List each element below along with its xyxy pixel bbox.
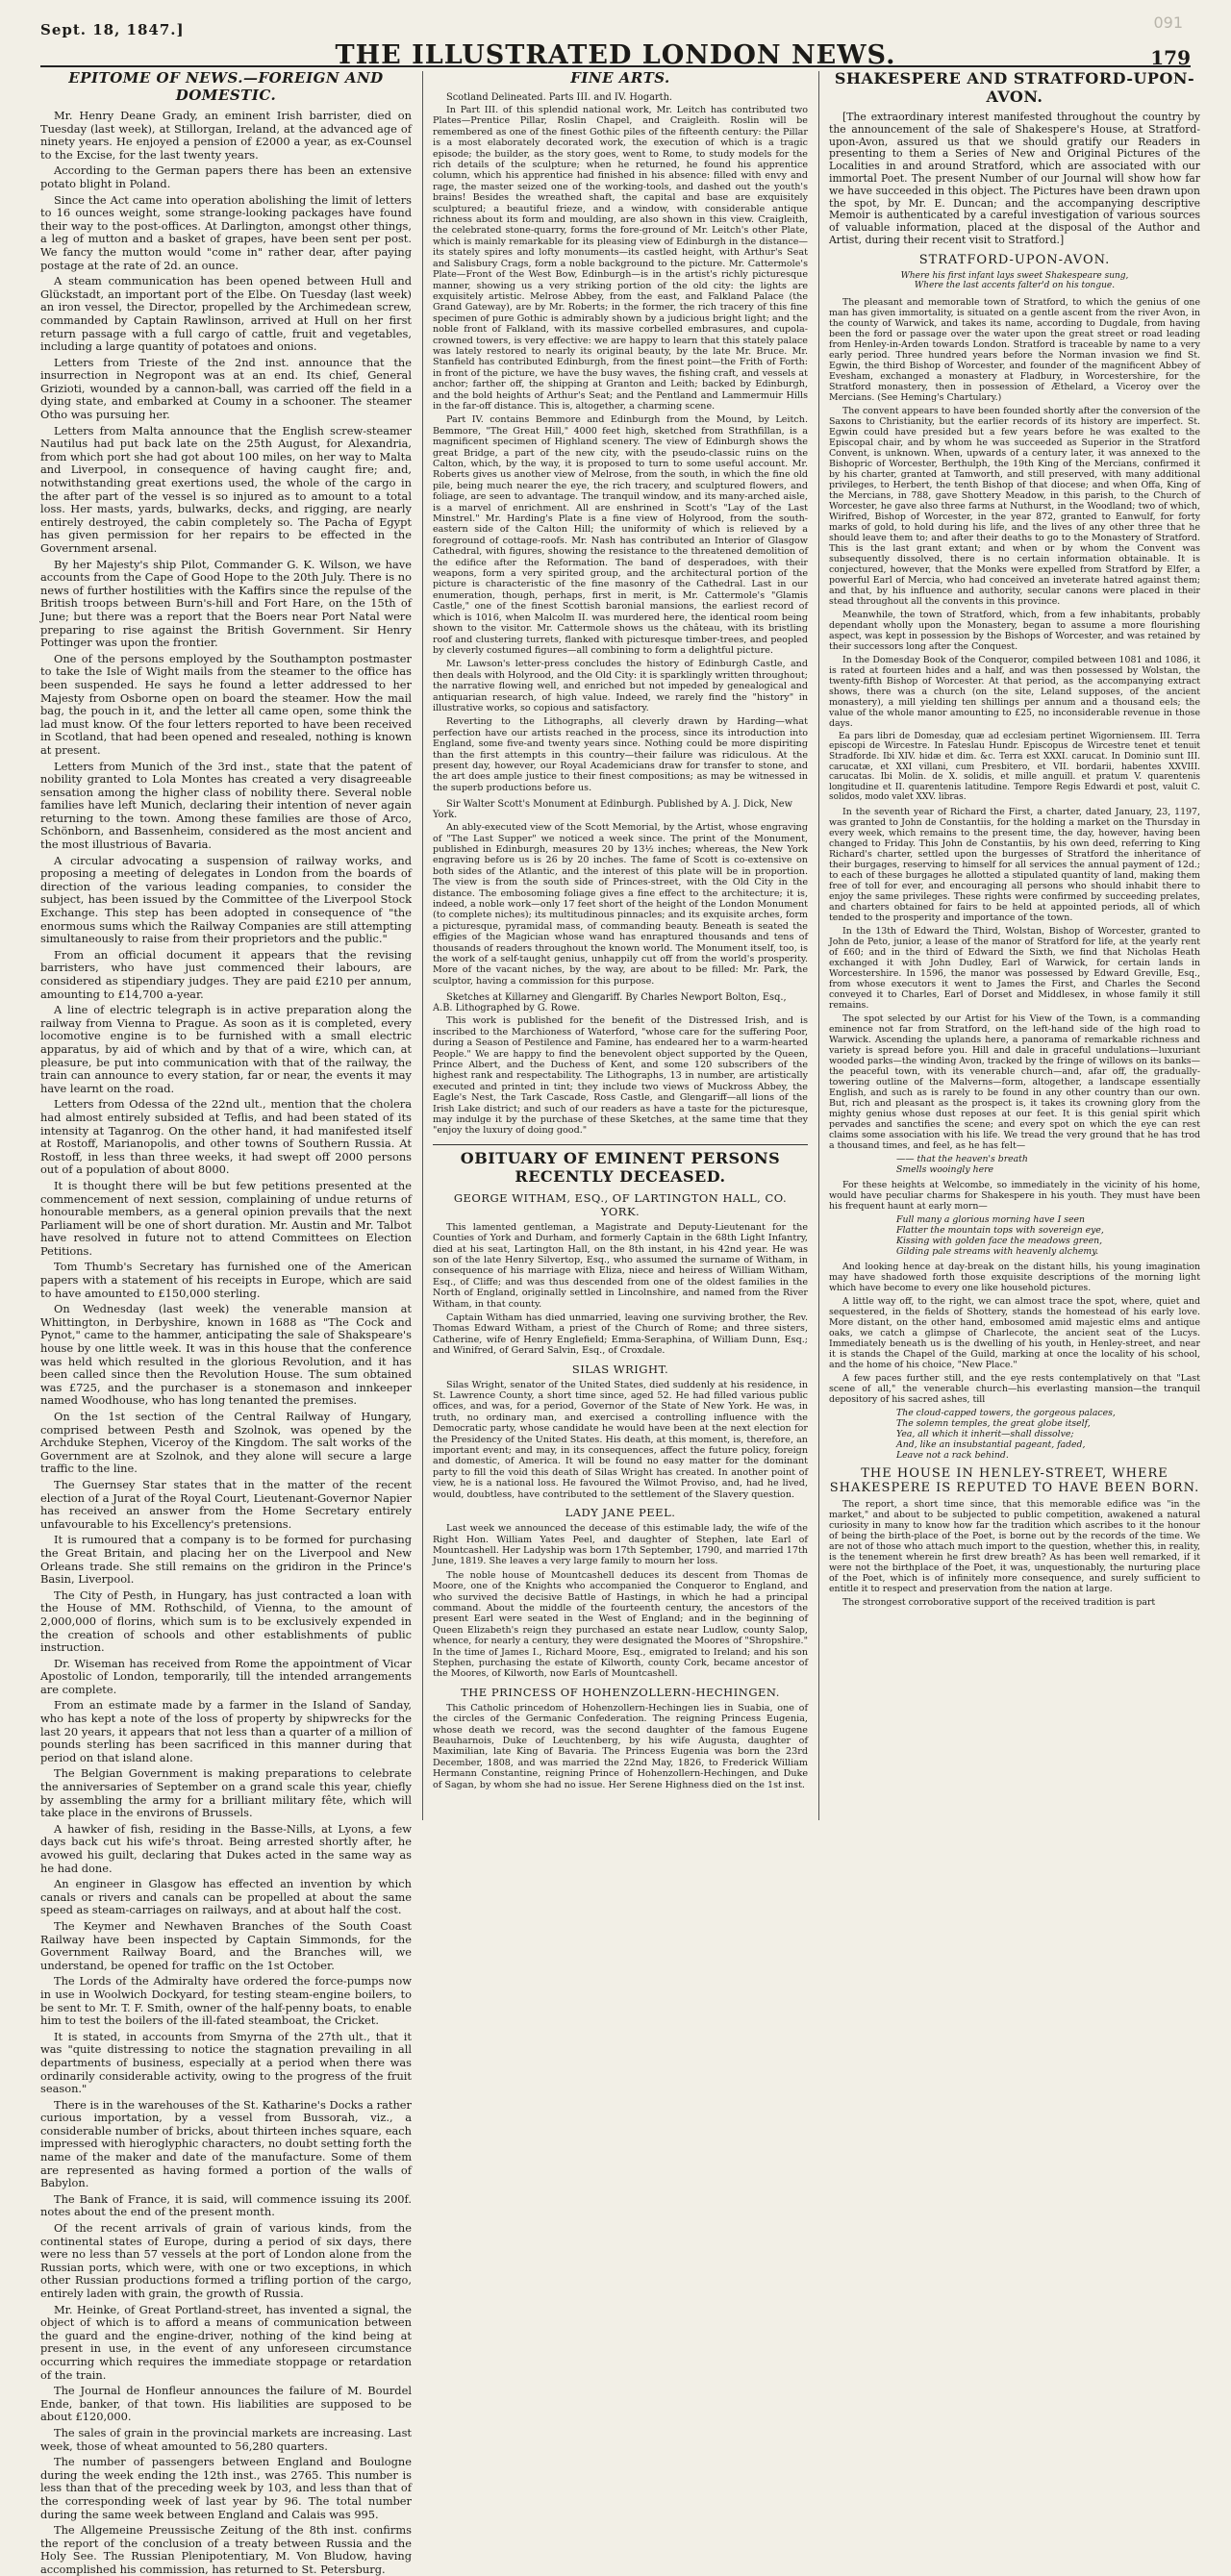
news-item: Since the Act came into operation abolishing the limit of letters to 16 ounces weight, some strange-looking packages have found their way to the post-offices. At Darlington, amongst other things, a leg of mutton and a basket of grapes, have been sent per post. We fancy the mutton would "come in" rather dear, after paying postage at the rate of 2d. an ounce. <box>40 192 412 272</box>
column-shakespere <box>829 69 1200 1822</box>
news-item: Of the recent arrivals of grain of various kinds, from the continental states of Europe, during a period of six days, there were no less than 57 vessels at the port of London alone from the Russian ports, which were, with one or two exceptions, in which other Russian productions formed a trifling portion of the cargo, entirely laden with grain, the growth of Russia. <box>40 2221 412 2300</box>
obituary-name: LADY JANE PEEL. <box>565 1506 676 1520</box>
news-item: The Belgian Government is making preparations to celebrate the anniversaries of September on a grand scale this year, chiefly by assembling the army for a brilliant military fête, which will take place in the environs of Brussels. <box>40 1766 412 1820</box>
henley-street-body <box>829 1499 1200 1608</box>
news-item: Mr. Heinke, of Great Portland-street, has invented a signal, the object of which is to afford a means of communication between the guard and the engine-driver, nothing of the kind being at present in use, in the event of any unforeseen circumstance occurring which requires the immediate stoppage or retardation of the train. <box>40 2302 412 2382</box>
news-item: There is in the warehouses of the St. Katharine's Docks a rather curious importation, by a vessel from Bussorah, viz., a considerable number of bricks, about thirteen inches square, each impressed with hieroglyphic characters, no doubt setting forth the name of the maker and date of the manufacture. Some of them are represented as having formed a portion of the walls of Babylon. <box>40 2097 412 2190</box>
news-item: Dr. Wiseman has received from Rome the appointment of Vicar Apostolic of London, temporarily, till the intended arrangements are complete. <box>40 1656 412 1696</box>
article-paragraph: Meanwhile, the town of Stratford, which, from a few inhabitants, probably dependant wholly upon the Monastery, began to assume a more flourishing aspect, was kept in possession by the Bishops of Worcester, and was retained by their successors long after the Conquest. <box>829 609 1200 652</box>
obituary-name: SILAS WRIGHT. <box>571 1362 669 1376</box>
article-paragraph: In the seventh year of Richard the First, a charter, dated January, 23, 1197, was granted to John de Constantiis, for the holding a market on the Thursday in every week, which remains to the present time, the day, however, having been changed to Friday. This John de Constantiis, by his own deed, referring to King Richard's charter, settled upon the burgesses of Stratford the inheritance of their burgages, reserving to himself for all services the annual payment of 12d.; to each of these burgages he allotted a stipulated quantity of land, making them free of toll for ever, and encouraging all persons who should inhabit there to enjoy the same privileges. These rights were confirmed by succeeding prelates, and charters obtained for fairs to be held at appointed periods, all of which tended to the prosperity and importance of the town. <box>829 806 1200 923</box>
news-item: The Guernsey Star states that in the matter of the recent election of a Jurat of the Royal Court, Lieutenant-Governor Napier has received an answer from the Home Secretary entirely unfavourable to his Excellency's pretensions. <box>40 1477 412 1531</box>
column-divider <box>818 71 819 1820</box>
obituary-name: THE PRINCESS OF HOHENZOLLERN-HECHINGEN. <box>461 1685 780 1699</box>
news-item: It is stated, in accounts from Smyrna of the 27th ult., that it was "quite distressing to notice the stagnation prevailing in all departments of business, especially at a period when there was ordinarily considerable activity, owing to the progress of the fruit season." <box>40 2029 412 2096</box>
masthead <box>40 8 1191 70</box>
article-paragraph: For these heights at Welcombe, so immediately in the vicinity of his home, would have peculiar charms for Shakespere in his youth. They must have been his frequent haunt at early morn— <box>829 1179 1200 1212</box>
section-heading-fine-arts: FINE ARTS. <box>570 69 670 87</box>
article-paragraph: A few paces further still, and the eye rests contemplatively on that "Last scene of all," the venerable church—his everlasting mansion—the tranquil depository of his sacred ashes, till <box>829 1372 1200 1405</box>
obituary-paragraph: Silas Wright, senator of the United States, died suddenly at his residence, in St. Lawrence County, a short time since, aged 52. He had filled various public offices, and was, for a period, Governor of the State of New York. He was, in truth, no ordinary man, and exercised a controlling influence with the Democratic party, whose candidate he would have been at the next election for the Presidency of the United States. His death, at this moment, is, therefore, an important event; and may, in its consequences, affect the future policy, foreign and domestic, of America. It will be found no easy matter for the dominant party to fill the void this death of Silas Wright has created. In another point of view, he is a national loss. He favoured the Wilmot Proviso, and, had he lived, would, doubtless, have contributed to the settlement of the Slavery question. <box>433 1379 808 1500</box>
news-item: One of the persons employed by the Southampton postmaster to take the Isle of Wight mails from the steamer to the office has been suspended. He says he found a letter addressed to her Majesty from Osborne open on board the steamer. How the mail bag, the pouch in it, and the letter all came open, some think the lad must know. Of the four letters reported to have been received in Scotland, that had been opened and resealed, nothing is known at present. <box>40 651 412 757</box>
obituary-paragraph: Captain Witham has died unmarried, leaving one surviving brother, the Rev. Thomas Edward Witham, a priest of the Church of Rome; and three sisters, Catherine, wife of Henry Englefield; Emma-Seraphina, of William Dunn, Esq.; and Winifred, of Gerard Salvin, Esq., of Croxdale. <box>433 1313 808 1357</box>
obituary-paragraph: Last week we announced the decease of this estimable lady, the wife of the Right Hon. William Yates Peel, and daughter of Stephen, late Earl of Mountcashell. Her Ladyship was born 17th September, 1790, and married 17th June, 1819. She leaves a very large family to mourn her loss. <box>433 1523 808 1567</box>
news-item: A circular advocating a suspension of railway works, and proposing a meeting of delegates in London from the boards of direction of the various leading companies, to consider the subject, has been issued by the Committee of the Liverpool Stock Exchange. This step has been adopted in consequence of "the enormous sums which the Railway Companies are still attempting simultaneously to raise from their proprietors and the public." <box>40 853 412 946</box>
column-fine-arts <box>433 69 808 1822</box>
news-item: The Journal de Honfleur announces the failure of M. Bourdel Ende, banker, of that town. His liabilities are supposed to be about £120,000. <box>40 2384 412 2424</box>
news-item: By her Majesty's ship Pilot, Commander G. K. Wilson, we have accounts from the Cape of Good Hope to the 20th July. There is no news of further hostilities with the Kaffirs since the repulse of the British troops between Burn's-hill and Fort Hare, on the 15th of June; but there was a report that the Boers near Port Natal were preparing to rise against the British Government. Sir Henry Pottinger was upon the frontier. <box>40 557 412 650</box>
stratford-body-continued <box>829 1262 1200 1405</box>
review-title: Scotland Delineated. Parts III. and IV. Hogarth. <box>446 92 672 103</box>
news-item: The City of Pesth, in Hungary, has just contracted a loan with the House of MM. Rothschild, of Vienna, to the amount of 2,000,000 of florins, which sum is to be exclusively expended in the creation of schools and other establishments of public instruction. <box>40 1588 412 1655</box>
verse-line: —— that the heaven's breath <box>896 1153 1028 1164</box>
news-item: The Lords of the Admiralty have ordered the force-pumps now in use in Woolwich Dockyard, for testing steam-engine boilers, to be sent to Mr. T. F. Smith, owner of the half-penny boats, to enable him to test the boilers of the ill-fated steamboat, the Cricket. <box>40 1974 412 2028</box>
stratford-body <box>829 297 1200 729</box>
review-title: Sir Walter Scott's Monument at Edinburgh. Published by A. J. Dick, New York. <box>433 799 792 821</box>
stratford-body-continued <box>829 1180 1200 1212</box>
article-paragraph: A little way off, to the right, we can almost trace the spot, where, quiet and sequestered, in the fields of Shottery, stands the homestead of his early love. More distant, on the other hand, embosomed amid majestic elms and antique oaks, we catch a glimpse of Charlecote, the ancient seat of the Lucys. Immediately beneath us is the dwelling of his youth, in Henley-street, and near it is stands the Chapel of the Guild, marking at once the locality of his school, and the home of his choice, "New Place." <box>829 1295 1200 1370</box>
verse-quote <box>896 1408 1200 1461</box>
verse-line: Smells wooingly here <box>896 1163 994 1175</box>
newspaper-title: THE ILLUSTRATED LONDON NEWS. <box>335 40 896 70</box>
article-paragraph: The strongest corroborative support of the received tradition is part <box>842 1596 1156 1608</box>
verse-quote <box>896 1154 1200 1175</box>
epigraph-line: Where his first infant lays sweet Shakespeare sung, <box>900 270 1129 281</box>
fine-arts-body <box>433 92 808 1137</box>
news-item: Mr. Henry Deane Grady, an eminent Irish barrister, died on Tuesday (last week), at Stillorgan, Ireland, at the advanced age of ninety years. He enjoyed a pension of £2000 a year, as ex-Counsel to the Excise, for the last twenty years. <box>40 109 412 162</box>
archive-stamp: 091 <box>1153 13 1183 32</box>
epitome-body <box>40 110 412 2576</box>
news-item: The number of passengers between England and Boulogne during the week ending the 12th inst., was 2765. This number is less than that of the preceding week by 103, and less than that of the corresponding week of last year by 96. The total number during the same week between England and Calais was 995. <box>40 2455 412 2521</box>
epigraph <box>829 271 1200 291</box>
verse-line: The solemn temples, the great globe itself, <box>896 1417 1091 1429</box>
column-divider <box>422 71 423 1820</box>
section-heading-obituary: OBITUARY OF EMINENT PERSONS RECENTLY DECEASED. <box>460 1148 781 1186</box>
news-item: It is rumoured that a company is to be formed for purchasing the Great Britain, and placing her on the Liverpool and New Orleans trade. She still remains on the gridiron in the Prince's Basin, Liverpool. <box>40 1533 412 1587</box>
review-paragraph: An ably-executed view of the Scott Memorial, by the Artist, whose engraving of "The Last Supper" we noticed a week since. The print of the Monument, published in Edinburgh, measures 20 by 13½ inches; whereas, the New York engraving before us is 26 by 20 inches. The fame of Scott is co-extensive on both sides of the Atlantic, and the interest of this plate will be in proportion. The view is from the south side of Princes-street, with the Old City in the distance. The embosoming foliage gives a fine effect to the architecture; it is, indeed, a noble work—only 17 feet short of the height of the London Monument (to complete niches); its multitudinous pinnacles; and its exquisite arches, form a picturesque, pyramidal mass, of commanding beauty. Beneath is seated the effigies of the Magician whose wand has enraptured thousands and tens of thousands of readers throughout the known world. The Monument itself, too, is the work of a self-taught genius, unhappily cut off from the world's prosperity. More of the vacant niches, by the way, are about to be filled: Mr. Park, the sculptor, having a commission for this purpose. <box>433 822 808 987</box>
section-heading-shakespere: SHAKESPERE AND STRATFORD-UPON-AVON. <box>834 69 1195 106</box>
news-item: Letters from Munich of the 3rd inst., state that the patent of nobility granted to Lola Montes has created a very disagreeable sensation among the higher class of nobility there. Several noble families have left Munich, declaring their intention of never again returning to the town. Among these families are those of Arco, Schönborn, and Bassenheim, considered as the most ancient and the most illustrious of Bavaria. <box>40 759 412 852</box>
article-paragraph: The spot selected by our Artist for his View of the Town, is a commanding eminence not far from Stratford, on the left-hand side of the high road to Warwick. Ascending the uplands here, a panorama of remarkable richness and variety is spread before you. Hill and dale in graceful undulations—luxuriant wooded parks—the winding Avon, tracked by the fringe of willows on its banks—the peaceful town, with its venerable church—and, afar off, the gradually-towering outline of the Malverns—form, altogether, a landscape essentially English, and such as is rarely to be found in any other country than our own. But, rich and pleasant as the prospect is, it takes its crowning glory from the mighty genius whose dust reposes at our feet. It is this genial spirit which pervades and sanctifies the scene; and every spot on which the eye can rest claims some association with his life. We tread the very ground that he has trod a thousand times, and feel, as he has felt— <box>829 1013 1200 1151</box>
article-paragraph: The convent appears to have been founded shortly after the conversion of the Saxons to Christianity, but the earlier records of its history are imperfect. St. Egwin could have presided but a few years before he was exalted to the Episcopal chair, and by whom he was succeeded as Superior in the Stratford Convent, is unknown. When, upwards of a century later, it was annexed to the Bishopric of Worcester, Berthulph, the 19th King of the Mercians, confirmed it by his charter, granted at Tamworth, and still preserved, with many additional privileges, to Herbert, the tenth Bishop of that diocese; and when Offa, King of the Mercians, in 788, gave Shottery Meadow, in this parish, to the Church of Worcester, he gave also three farms at Nuthurst, in the Woodland; two of which, Wirifred, Bishop of Worcester, in the year 872, granted to Eanwulf, for forty marks of gold, to hold during his life, and the lives of any other three that he should leave them to; and after their deaths to go to the Monastery of Stratford. This is the last grant extant; and when or by whom the Convent was subsequently dissolved, there is no certain information obtainable. It is conjectured, however, that the Monks were expelled from Stratford by Elfer, a powerful Earl of Mercia, who had conceived an inveterate hatred against them; and that, by his influence and authority, secular canons were placed in their stead throughout all the convents in this province. <box>829 405 1200 607</box>
review-paragraph: This work is published for the benefit of the Distressed Irish, and is inscribed to the Marchioness of Waterford, "whose care for the suffering Poor, during a Season of Pestilence and Famine, has endeared her to a warm-hearted People." We are happy to find the benevolent object supported by the Queen, Prince Albert, and the Duchess of Kent, and some 120 subscribers of the highest rank and respectability. The Lithographs, 13 in number, are artistically executed and printed in tint; they include two views of Muckross Abbey, the Eagle's Nest, the Tark Cascade, Ross Castle, and Glengariff—all lions of the Irish Lake district; and such of our readers as have a taste for the picturesque, may indulge it by the purchase of these Sketches, at the same time that they "enjoy the luxury of doing good." <box>433 1015 808 1137</box>
news-item: According to the German papers there has been an extensive potato blight in Poland. <box>40 163 412 190</box>
news-item: Letters from Odessa of the 22nd ult., mention that the cholera had almost entirely subsided at Teflis, and had been stated of its intensity at Taganrog. On the other hand, it had manifested itself at Rostoff, Marianopolis, and other towns of Southern Russia. At Rostoff, in less than three weeks, it had swept off 2000 persons out of a population of about 8000. <box>40 1097 412 1177</box>
news-item: The Allgemeine Preussische Zeitung of the 8th inst. confirms the report of the conclusion of a treaty between Russia and the Holy See. The Russian Plenipotentiary, M. Von Bludow, having accomplished his commission, has returned to St. Petersburg. <box>40 2523 412 2576</box>
obituary-body <box>433 1191 808 1790</box>
news-item: The sales of grain in the provincial markets are increasing. Last week, those of wheat amounted to 56,280 quarters. <box>40 2425 412 2453</box>
news-item: From an official document it appears that the revising barristers, who have just commenced their labours, are considered as stipendiary judges. They are paid £210 per annum, amounting to £14,700 a-year. <box>40 947 412 1001</box>
subheading-henley-street: THE HOUSE IN HENLEY-STREET, WHERE SHAKESPERE IS REPUTED TO HAVE BEEN BORN. <box>829 1465 1200 1495</box>
article-paragraph: The pleasant and memorable town of Stratford, to which the genius of one man has given immortality, is situated on a gentle ascent from the river Avon, in the county of Warwick, and takes its name, according to Dugdale, from having been the ford or passage over the water upon the great street or road leading from Henley-in-Arden towards London. Stratford is traceable by name to a very early period. Three hundred years before the Norman invasion we find St. Egwin, the third Bishop of Worcester, and founder of the magnificent Abbey of Evesham, exchanged a monastery at Fladbury, in Worcestershire, for the Stratford monastery, then in possession of Æthelard, a Viceroy over the Mercians. (See Heming's Chartulary.) <box>829 296 1200 403</box>
article-paragraph: In the Domesday Book of the Conqueror, compiled between 1081 and 1086, it is rated at fourteen hides and a half, and was then possessed by Wolstan, the twenty-fifth Bishop of Worcester. At that period, as the accompanying extract shows, there was a church (on the site, Leland supposes, of the ancient monastery), a mill yielding ten shillings per annum and a thousand eels; the value of the whole manor amounting to £25, no inconsiderable revenue in those days. <box>829 654 1200 729</box>
verse-line: Leave not a rack behind. <box>896 1449 1009 1461</box>
article-paragraph: And looking hence at day-break on the distant hills, his young imagination may have shadowed forth those exquisite descriptions of the morning light which have become to every one like household pictures. <box>829 1261 1200 1293</box>
verse-line: Flatter the mountain tops with sovereign eye, <box>896 1224 1104 1236</box>
news-item: Tom Thumb's Secretary has furnished one of the American papers with a statement of his receipts in Europe, which are said to have amounted to £150,000 sterling. <box>40 1260 412 1300</box>
verse-line: The cloud-capped towers, the gorgeous palaces, <box>896 1407 1116 1418</box>
review-paragraph: Mr. Lawson's letter-press concludes the history of Edinburgh Castle, and then deals with Holyrood, and the Old City: it is sparklingly written throughout; the narrative flowing well, and enriched but not impeded by genealogical and antiquarian research, of high value. Indeed, we rarely find the "history" in illustrative works, so copious and satisfactory. <box>433 659 808 713</box>
page-number: 179 <box>1150 46 1191 69</box>
news-item: Letters from Trieste of the 2nd inst. announce that the insurrection in Negropont was at an end. Its chief, General Grizioti, wounded by a cannon-ball, was carried off the field in a dying state, and embarked at Coumy in a schooner. The steamer Otho was pursuing her. <box>40 355 412 422</box>
news-item: From an estimate made by a farmer in the Island of Sanday, who has kept a note of the loss of property by shipwrecks for the last 20 years, it appears that not less than a quarter of a million of pounds sterling has been sacrificed in this manner during that period on that island alone. <box>40 1698 412 1764</box>
news-item: A hawker of fish, residing in the Basse-Nills, at Lyons, a few days back cut his wife's throat. Being arrested shortly after, he avowed his guilt, declaring that Dukes acted in the same way as he had done. <box>40 1821 412 1875</box>
review-title: Sketches at Killarney and Glengariff. By Charles Newport Bolton, Esq., A.B. Lithographed by G. Rowe. <box>433 992 787 1014</box>
editorial-intro: [The extraordinary interest manifested throughout the country by the announcement of the sale of Shakespere's House, at Stratford-upon-Avon, assured us that we should gratify our Readers in presenting to them a Series of New and Original Pictures of the Localities in and around Stratford, which are associated with our immortal Poet. The present Number of our Journal will show how far we have succeeded in this object. The Pictures have been drawn upon the spot, by Mr. E. Duncan; and the accompanying descriptive Memoir is authenticated by a careful investigation of various sources of valuable information, placed at the disposal of the Author and Artist, during their recent visit to Stratford.] <box>829 111 1200 246</box>
verse-line: Full many a glorious morning have I seen <box>896 1213 1085 1225</box>
verse-quote <box>896 1214 1200 1257</box>
stratford-body-continued <box>829 807 1200 1151</box>
news-item: An engineer in Glasgow has effected an invention by which canals or rivers and canals can be propelled at about the same speed as steam-carriages on railways, and at about half the cost. <box>40 1877 412 1917</box>
news-item: The Keymer and Newhaven Branches of the South Coast Railway have been inspected by Captain Simmonds, for the Government Railway Board, and the Branches will, we understand, be opened for traffic on the 1st October. <box>40 1918 412 1972</box>
review-paragraph: In Part III. of this splendid national work, Mr. Leitch has contributed two Plates—Prentice Pillar, Roslin Chapel, and Craigleith. Roslin will be remembered as one of the finest Gothic piles of the fifteenth century: the Pillar is a most elaborately decorated work, the execution of which is a tragic episode; the builder, as the story goes, went to Rome, to study models for the rich details of the sculpture; when he returned, he found his apprentice column, which his apprentice had finished in his absence: filled with envy and rage, the master seized one of the working-tools, and dashed out the youth's brains! Besides the wreathed shaft, the capital and base are exquisitely sculptured; a beautiful frieze, and a window, with considerable antique richness about its form and moulding, are also shown in this view. Craigleith, the celebrated stone-quarry, forms the fore-ground of Mr. Leitch's other Plate, which is mainly remarkable for its pleasing view of Edinburgh in the distance—its stately spires and lofty monuments—its castled height, with Arthur's Seat and Salisbury Crags, form a noble background to the picture. Mr. Cattermole's Plate—Front of the West Bow, Edinburgh—is in the artist's richly picturesque manner, showing us a very striking portion of the old city: the lights are exquisitely artistic. Melrose Abbey, from the east, and Falkland Palace (the Grand Gateway), are by Mr. Roberts; in the former, the rich tracery of this fine specimen of pure Gothic is admirably shown by a judicious bright light; and the noble front of Falkland, with its massive corbelled embrasures, and cupola-crowned towers, is very effective: we are happy to learn that this stately palace was lately restored to nearly its original beauty, by the late Mr. Bruce. Mr. Stanfield has contributed Edinburgh, from the finest point—the Frith of Forth: in front of the picture, we have the busy waves, the fishing craft, and vessels at anchor; farther off, the shipping at Granton and Leith; backed by Edinburgh, and the bold heights of Arthur's Seat; and the Pentland and Lammermuir Hills in the far-off distance. This is, altogether, a charming scene. <box>433 105 808 412</box>
obituary-paragraph: This lamented gentleman, a Magistrate and Deputy-Lieutenant for the Counties of York and Durham, and formerly Captain in the 68th Light Infantry, died at his seat, Lartington Hall, on the 8th instant, in his 42nd year. He was son of the late Henry Silvertop, Esq., who assumed the surname of Witham, in consequence of his marriage with Eliza, niece and heiress of William Witham, Esq., of Cliffe; and was thus descended from one of the oldest families in the North of England, originally settled in Lincolnshire, and named from the River Witham, in that county. <box>433 1221 808 1310</box>
review-paragraph: Reverting to the Lithographs, all cleverly drawn by Harding—what perfection have our artists reached in the process, since its introduction into England, some five-and twenty years since. Nothing could be more dispiriting than the first attempts in this country—their failure was ridiculous. At the present day, however, our Royal Academicians draw for transfer to stone, and the art does ample justice to their finest compositions; as may be witnessed in the superb productions before us. <box>433 716 808 793</box>
issue-date: Sept. 18, 1847.] <box>40 21 185 38</box>
section-heading-epitome: EPITOME OF NEWS.—FOREIGN AND DOMESTIC. <box>68 69 384 104</box>
obituary-paragraph: The noble house of Mountcashell deduces its descent from Thomas de Moore, one of the Knights who accompanied the Conqueror to England, and who survived the decisive Battle of Hastings, in which he had a principal command. About the middle of the fourteenth century, the ancestors of the present Earl were seated in the West of England; and in the beginning of Queen Elizabeth's reign they purchased an estate near Ludlow, county Salop, whence, for nearly a century, they were designated the Moores of "Shropshire." In the time of James I., Richard Moore, Esq., emigrated to Ireland; and his son Stephen, purchasing the estate of Kilworth, county Cork, became ancestor of the Moores, of Kilworth, now Earls of Mountcashell. <box>433 1569 808 1680</box>
obituary-name: GEORGE WITHAM, ESQ., OF LARTINGTON HALL, CO. YORK. <box>453 1190 788 1218</box>
news-item: On the 1st section of the Central Railway of Hungary, comprised between Pesth and Szolnok, was opened by the Archduke Stephen, Viceroy of the Kingdom. The salt works of the Government are at Szolnok, and they alone will secure a large traffic to the line. <box>40 1410 412 1476</box>
news-item: It is thought there will be but few petitions presented at the commencement of next session, complaining of undue returns of honourable members, as a general opinion prevails that the next Parliament will be one of short duration. Mr. Austin and Mr. Talbot have resolved in future not to attend Committees on Election Petitions. <box>40 1178 412 1258</box>
obituary-paragraph: This Catholic princedom of Hohenzollern-Hechingen lies in Suabia, one of the circles of the Germanic Confederation. The reigning Princess Eugenia, whose death we record, was the second daughter of the famous Eugene Beauharnois, Duke of Leuchtenberg, by his wife Augusta, daughter of Maximilian, late King of Bavaria. The Princess Eugenia was born the 23rd December, 1808, and was married the 22nd May, 1826, to Frederick William Hermann Constantine, reigning Prince of Hohenzollern-Hechingen, and Duke of Sagan, by whom she had no issue. Her Serene Highness died on the 1st inst. <box>433 1702 808 1790</box>
section-divider <box>433 1144 808 1145</box>
epigraph-line: Where the last accents falter'd on his tongue. <box>914 281 1116 291</box>
verse-line: Gilding pale streams with heavenly alchemy. <box>896 1245 1099 1257</box>
news-item: On Wednesday (last week) the venerable mansion at Whittington, in Derbyshire, known in 1688 as "The Cock and Pynot," came to the hammer, anticipating the sale of Shakspeare's house by one little week. It was in this house that the conference was held which resulted in the glorious Revolution, and it has been called since then the Revolution House. The sum obtained was £725, and the purchaser is a stonemason and innkeeper named Woodhouse, who has long tenanted the premises. <box>40 1302 412 1408</box>
news-item: The Bank of France, it is said, will commence issuing its 200f. notes about the end of the present month. <box>40 2191 412 2219</box>
domesday-extract: Ea pars libri de Domesday, quæ ad ecclesiam pertinet Wigorniensem. III. Terra episcopi de Wircestre. In Fateslau Hundr. Episcopus de Wircestre tenet et tenuit Stradforde. Ibi XIV. hidæ et dim. &c. Terra est XXXI. carucat. In Dominio sunt III. carucatæ, et XXI villani, cum Presbitero, et VII. bordarii, habentes XXVIII. carucatas. Ibi Molin. de X. solidis, et mille anguill. et pratum V. quarentenis longitudine et II. quarentenis latitudine. Tempore Regis Edwardi et post, valuit C. solidos, modo valet XXV. libras. <box>829 731 1200 803</box>
review-paragraph: Part IV. contains Bemmore and Edinburgh from the Mound, by Leitch. Bemmore, "The Great Hill," 4000 feet high, sketched from Strathfillan, is a magnificent specimen of Highland scenery. The view of Edinburgh shows the great Bridge, a part of the new city, with the pseudo-classic ruins on the Calton, which, by the way, it is proposed to turn to some useful account. Mr. Roberts gives us another view of Melrose, from the south, in which the fine old pile, being much nearer the eye, the rich tracery, and sculptured flowers, and foliage, are seen to advantage. The tranquil window, and its many-arched aisle, is a marvel of enrichment. All are enshrined in Scott's "Lay of the Last Minstrel." Mr. Harding's Plate is a fine view of Holyrood, from the south-eastern side of the Calton Hill; the uniformity of which is relieved by a foreground of cottage-roofs. Mr. Nash has contributed an Interior of Glasgow Cathedral, with figures, showing the resistance to the threatened demolition of the edifice after the Reformation. The band of desperadoes, with their weapons, form a very spirited group, and the architectural portion of the picture is characteristic of the fine masonry of the Cathedral. Last in our enumeration, though, perhaps, first in merit, is Mr. Cattermole's "Glamis Castle," one of the finest Scottish baronial mansions, the earliest record of which is 1016, when Malcolm II. was murdered here, the identical room being shown to the visitor. Mr. Cattermole shows us the château, with its bristling roof and clustering turrets, flanked with picturesque timber-trees, and peopled by cleverly costumed figures—all combining to form a delightful picture. <box>433 414 808 656</box>
news-item: A line of electric telegraph is in active preparation along the railway from Vienna to Prague. As soon as it is completed, every locomotive engine is to be furnished with a small electric apparatus, by aid of which and by that of a wire, which can, at pleasure, be put into communication with that of the railway, the train can announce to every station, far or near, the events it may have learnt on the road. <box>40 1003 412 1095</box>
column-epitome <box>40 69 412 2576</box>
verse-line: Yea, all which it inherit—shall dissolve; <box>896 1428 1074 1439</box>
subheading-stratford: STRATFORD-UPON-AVON. <box>918 252 1111 267</box>
article-paragraph: In the 13th of Edward the Third, Wolstan, Bishop of Worcester, granted to John de Peto, junior, a lease of the manor of Stratford for life, at the yearly rent of £60; and in the third of Edward the Sixth, we find that Nicholas Heath exchanged it with John Dudley, Earl of Warwick, for certain lands in Worcestershire. In 1596, the manor was possessed by Edward Greville, Esq., from whose executors it went to James the First, and Charles the Second conveyed it to Charles, Earl of Dorset and Middlesex, in whose family it still remains. <box>829 925 1200 1011</box>
news-item: A steam communication has been opened between Hull and Glückstadt, an important port of the Elbe. On Tuesday (last week) an iron vessel, the Director, propelled by the Archimedean screw, commanded by Captain Rawlinson, arrived at Hull on her first return passage with a full cargo of cattle, fruit and vegetables, including a large quantity of potatoes and onions. <box>40 274 412 354</box>
news-item: Letters from Malta announce that the English screw-steamer Nautilus had put back late on the 25th August, for Alexandria, from which port she had got about 100 miles, on her way to Malta and Liverpool, in consequence of having caught fire; and, notwithstanding great exertions used, the whole of the cargo in the after part of the vessel is so injured as to amount to a total loss. Her masts, yards, bulwarks, decks, and rigging, are nearly entirely destroyed, the cabin completely so. The Pacha of Egypt has given permission for her repairs to be effected in the Government arsenal. <box>40 423 412 555</box>
verse-line: Kissing with golden face the meadows green, <box>896 1235 1103 1246</box>
verse-line: And, like an insubstantial pageant, faded, <box>896 1438 1086 1450</box>
article-paragraph: The report, a short time since, that this memorable edifice was "in the market," and about to be subjected to public competition, awakened a natural curiosity in many to know how far the tradition which ascribes to it the honour of being the birth-place of the Poet, is borne out by the records of the time. We are not of those who attach much import to the question, whether this, in reality, is the tenement wherein he first drew breath? As has been well remarked, if it were not the birthplace of the Poet, it was, unquestionably, the nurturing place of the Poet, which is of infinitely more consequence, and surely sufficient to entitle it to respect and preservation from the nation at large. <box>829 1498 1200 1594</box>
